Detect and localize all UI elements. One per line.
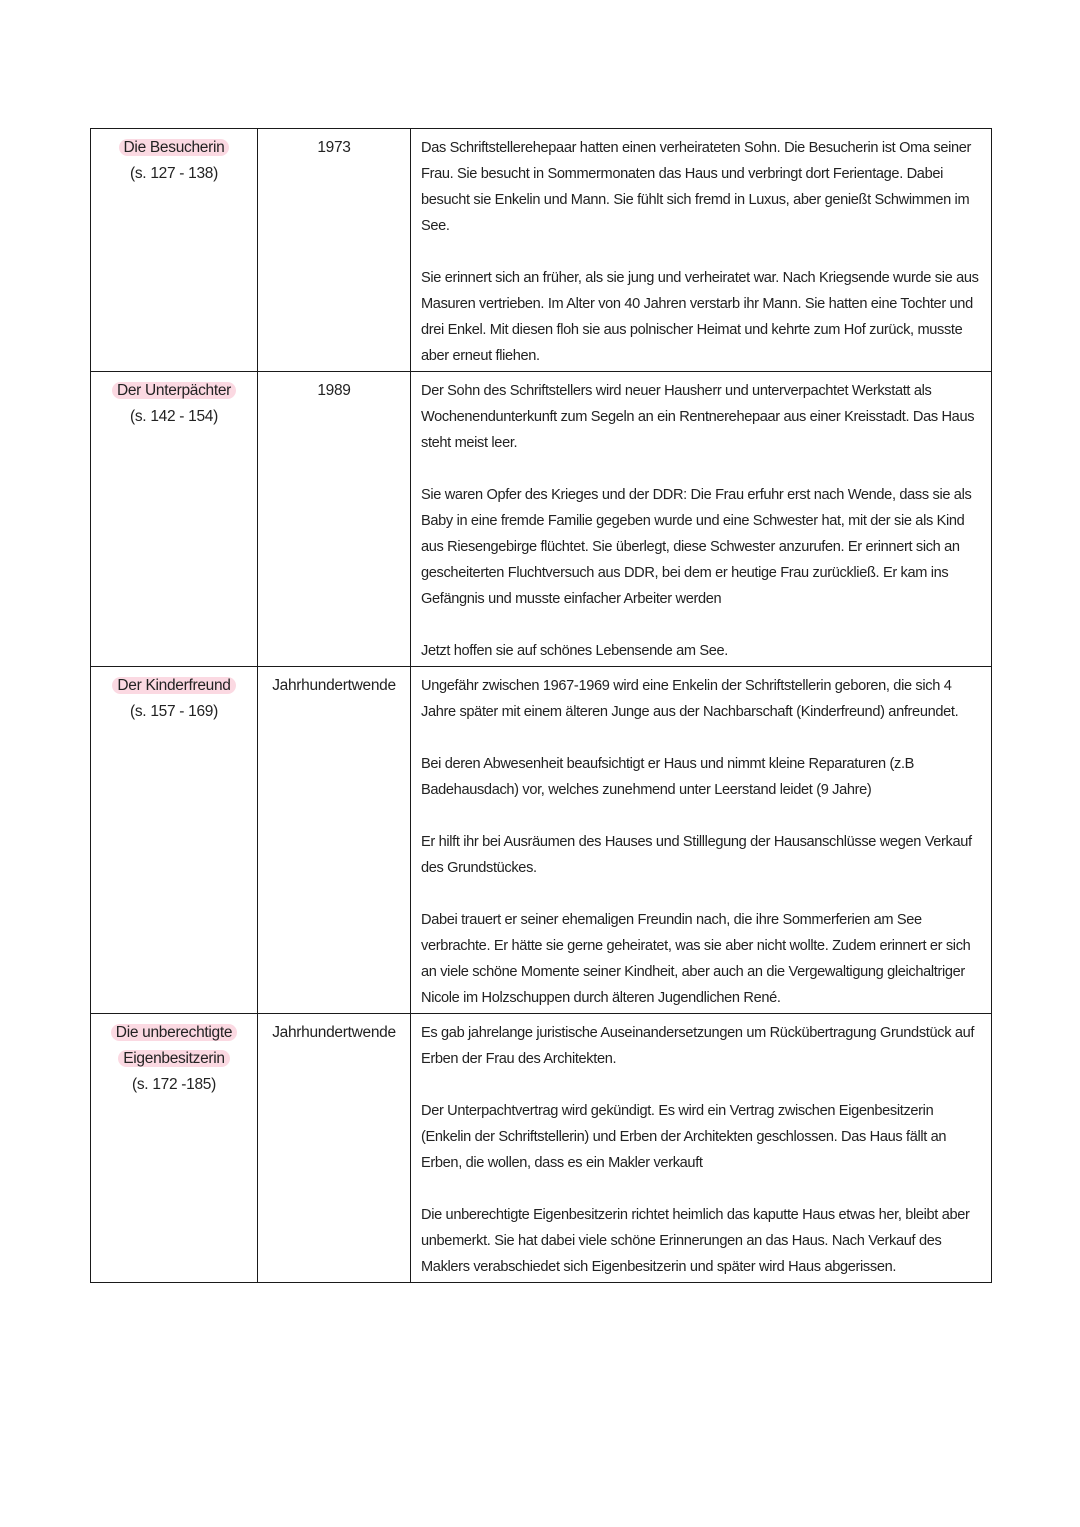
summary-paragraph: Der Sohn des Schriftstellers wird neuer Hausherr und unterverpachtet Werkstatt als Wochenendunterkunft zum Segeln an ein Rentnerehepaar aus einer Kreisstadt. Das Haus steht meist leer. xyxy=(421,383,975,451)
summary-cell xyxy=(411,129,992,372)
summary-paragraph: Er hilft ihr bei Ausräumen des Hauses und Stilllegung der Hausanschlüsse wegen Verkauf des Grundstückes. xyxy=(421,834,972,876)
summary-paragraph: Die unberechtigte Eigenbesitzerin richtet heimlich das kaputte Haus etwas her, bleibt aber unbemerkt. Sie hat dabei viele schöne Erinnerungen an das Haus. Nach Verkauf des Maklers verabschiedet sich Eigenbesitzerin und später wird Haus abgerissen. xyxy=(421,1207,970,1275)
chapter-title-cell xyxy=(91,667,258,1014)
year-cell: 1989 xyxy=(258,372,411,667)
summary-cell xyxy=(411,1014,992,1283)
summary-paragraph: Dabei trauert er seiner ehemaligen Freundin nach, die ihre Sommerferien am See verbrachte. Er hätte sie gerne geheiratet, was sie aber nicht wollte. Zudem erinnert er sich an viele schöne Momente seiner Kindheit, aber auch an die Vergewaltigung gleichaltriger Nicole im Holzschuppen durch älteren Jugendlichen René. xyxy=(421,912,971,1006)
page-range: (s. 127 - 138) xyxy=(130,165,218,182)
chapter-title-line: Die unberechtigte xyxy=(111,1024,237,1041)
chapter-title: Der Kinderfreund xyxy=(112,677,235,694)
table-row xyxy=(91,667,992,1014)
summary-paragraph: Bei deren Abwesenheit beaufsichtigt er Haus und nimmt kleine Reparaturen (z.B Badehausdach) vor, welches zunehmend unter Leerstand leidet (9 Jahre) xyxy=(421,756,915,798)
summary-paragraph: Der Unterpachtvertrag wird gekündigt. Es wird ein Vertrag zwischen Eigenbesitzerin (Enkelin der Schriftstellerin) und Erben der Architekten geschlossen. Das Haus fällt an Erben, die wollen, dass es ein Makler verkauft xyxy=(421,1103,947,1171)
summary-paragraph: Das Schriftstellerehepaar hatten einen verheirateten Sohn. Die Besucherin ist Oma seiner Frau. Sie besucht in Sommermonaten das Haus und verbringt dort Ferientage. Dabei besucht sie Enkelin und Mann. Sie fühlt sich fremd in Luxus, aber genießt Schwimmen im See. xyxy=(421,140,972,234)
table-row xyxy=(91,129,992,372)
chapter-title-cell xyxy=(91,1014,258,1283)
table-row xyxy=(91,1014,992,1283)
summary-paragraph: Es gab jahrelange juristische Auseinandersetzungen um Rückübertragung Grundstück auf Erben der Frau des Architekten. xyxy=(421,1025,975,1067)
chapter-title: Der Unterpächter xyxy=(112,382,236,399)
year-cell: 1973 xyxy=(258,129,411,372)
chapter-title-cell xyxy=(91,372,258,667)
chapter-summary-table xyxy=(90,128,992,1283)
table-row xyxy=(91,372,992,667)
summary-paragraph: Sie erinnert sich an früher, als sie jung und verheiratet war. Nach Kriegsende wurde sie aus Masuren vertrieben. Im Alter von 40 Jahren verstarb ihr Mann. Sie hatten eine Tochter und drei Enkel. Mit diesen floh sie aus polnischer Heimat und kehrte zum Hof zurück, musste aber erneut fliehen. xyxy=(421,270,979,364)
chapter-title-cell xyxy=(91,129,258,372)
page-range: (s. 142 - 154) xyxy=(130,408,218,425)
page-range: (s. 157 - 169) xyxy=(130,703,218,720)
chapter-title-line: Eigenbesitzerin xyxy=(118,1050,229,1067)
year-cell: Jahrhundertwende xyxy=(258,667,411,1014)
summary-cell xyxy=(411,372,992,667)
year-cell: Jahrhundertwende xyxy=(258,1014,411,1283)
summary-paragraph: Sie waren Opfer des Krieges und der DDR: Die Frau erfuhr erst nach Wende, dass sie als Baby in eine fremde Familie gegeben wurde und eine Schwester hat, mit der sie als Kind aus Riesengebirge flüchtet. Sie überlegt, diese Schwester anzurufen. Er erinnert sich an gescheiterten Fluchtversuch aus DDR, bei dem er heutige Frau zurückließ. Er kam ins Gefängnis und musste einfacher Arbeiter werden xyxy=(421,487,972,607)
summary-cell xyxy=(411,667,992,1014)
summary-paragraph: Jetzt hoffen sie auf schönes Lebensende am See. xyxy=(421,643,728,659)
page-range: (s. 172 -185) xyxy=(132,1076,216,1093)
summary-paragraph: Ungefähr zwischen 1967-1969 wird eine Enkelin der Schriftstellerin geboren, die sich 4 Jahre später mit einem älteren Junge aus der Nachbarschaft (Kinderfreund) anfreundet. xyxy=(421,678,959,720)
chapter-title: Die Besucherin xyxy=(119,139,230,156)
